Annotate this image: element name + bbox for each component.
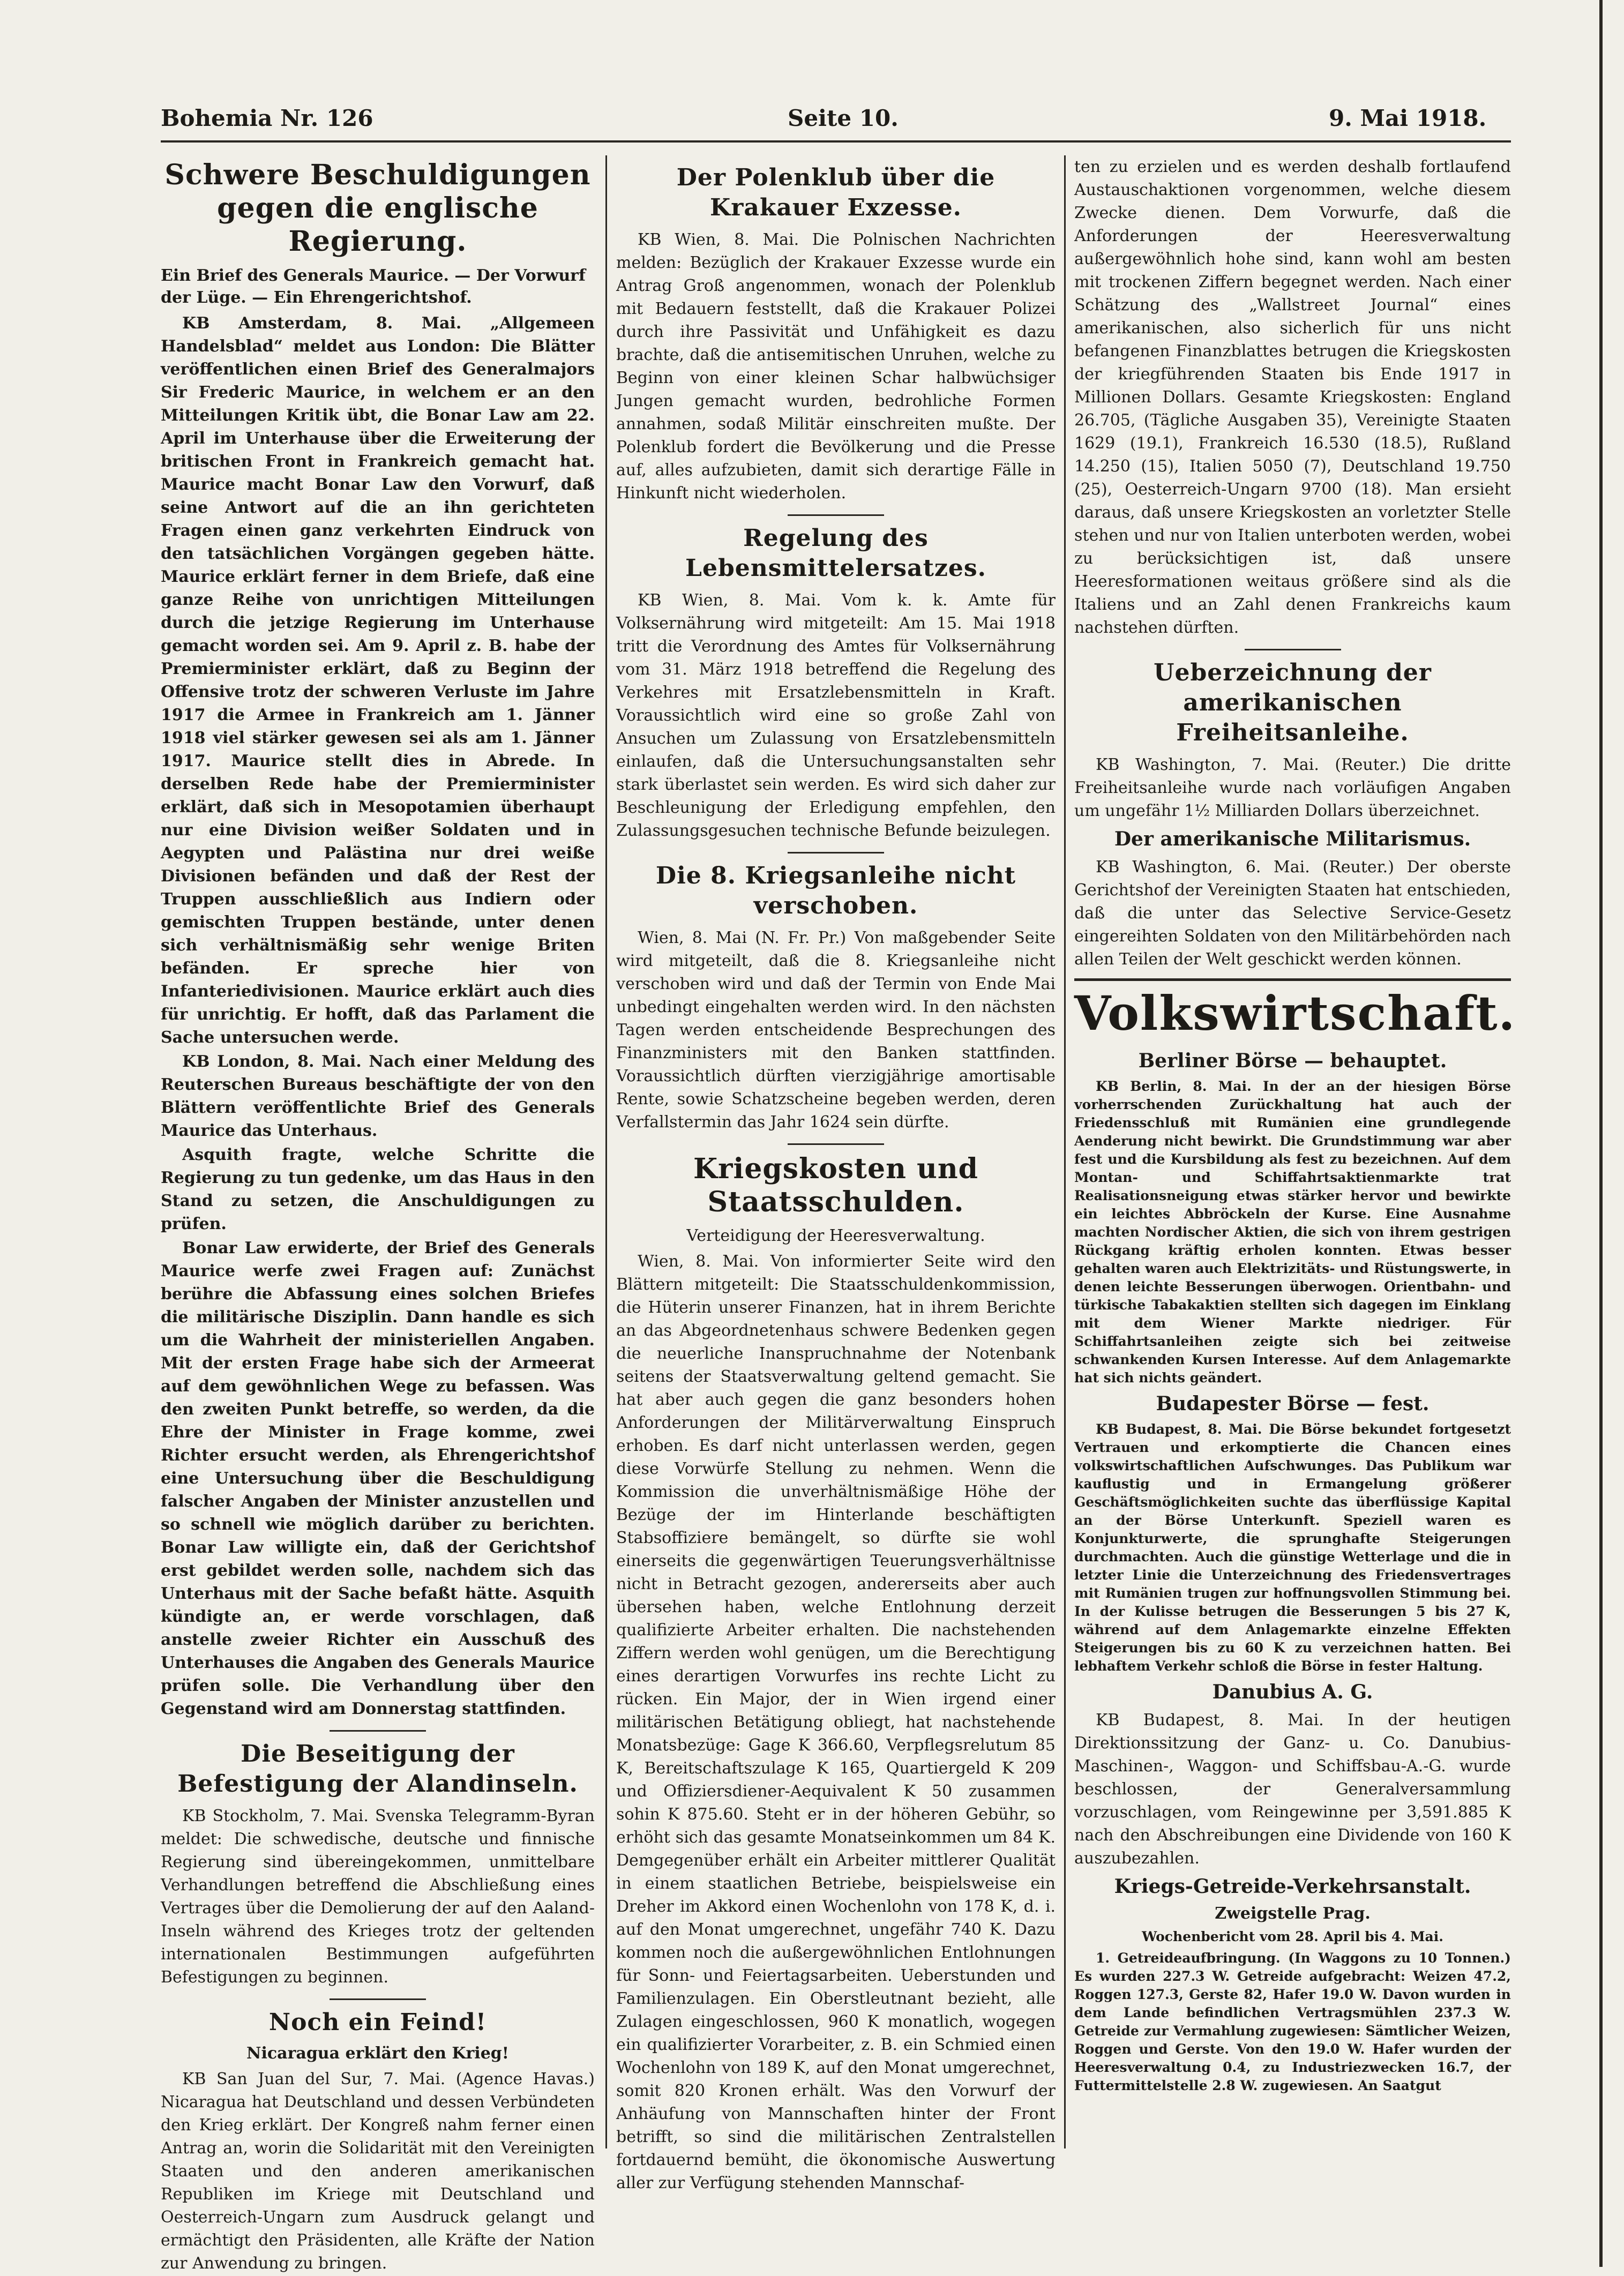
paragraph: KB Wien, 8. Mai. Die Polnischen Nachrichten melden: Bezüglich der Krakauer Exzesse wurde ein Antrag Groß angenommen, wonach der Polenklub mit Bedauern feststellt, daß die Krakauer Polizei durch ihre Passivität und Unfähigkeit es dazu brachte, daß die antisemitischen Unruhen, welche zu Beginn von einer kleinen Schar halbwüchsiger Jungen gemacht wurden, bedrohliche Formen annahmen, sodaß Militär einschreiten mußte. Der Polenklub fordert die Bevölkerung und die Presse auf, alles aufzubieten, damit sich derartige Fälle in Hinkunft nicht wiederholen. xyxy=(616,230,1056,503)
column-1 xyxy=(161,155,595,2276)
headline-polenklub: Der Polenklub über die Krakauer Exzesse. xyxy=(676,164,996,221)
paragraph: 1. Getreideaufbringung. (In Waggons zu 10 Tonnen.) Es wurden 227.3 W. Getreide aufgebracht: Weizen 47.2, Roggen 127.3, Gerste 82, Hafer 19.0 W. Davon wurden in dem Lande befindlichen Vertragsmühlen 237.3 W. Getreide zur Vermahlung zugewiesen: Sämtlicher Weizen, Roggen und Gerste. Von den 19.0 W. Hafer wurden der Heeresverwaltung 0.4, zu Industriezwecken 16.7, der Futtermittelstelle 2.8 W. zugewiesen. An Saatgut xyxy=(1074,1950,1511,2093)
headline-militarismus: Der amerikanische Militarismus. xyxy=(1114,828,1471,850)
header-center: Seite 10. xyxy=(788,105,899,131)
headline-lebensmittelersatz: Regelung des Lebensmittelersatzes. xyxy=(685,525,986,582)
dek-maurice: Ein Brief des Generals Maurice. — Der Vorwurf der Lüge. — Ein Ehrengerichtshof. xyxy=(161,266,586,307)
separator xyxy=(1245,649,1341,650)
header-rule xyxy=(161,140,1511,143)
paragraph-continued: ten zu erzielen und es werden deshalb fortlaufend Austauschaktionen vorgenommen, welche diesem Zwecke dienen. Dem Vorwurfe, daß die Anforderungen der Heeresverwaltung außergewöhnlich hohe sind, kann wohl am besten mit trockenen Ziffern begegnet werden. Nach einer Schätzung des „Wallstreet Journal“ eines amerikanischen, also sicherlich für uns nicht befangenen Finanzblattes betrugen die Kriegskosten der kriegführenden Staaten bis Ende 1917 in Millionen Dollars. Gesamte Kriegskosten: England 26.705, (Tägliche Ausgaben 35), Vereinigte Staaten 1629 (19.1), Frankreich 16.530 (18.5), Rußland 14.250 (15), Italien 5050 (7), Deutschland 19.750 (25), Oesterreich-Ungarn 9700 (18). Man ersieht daraus, daß unsere Kriegskosten an vorletzter Stelle stehen und nur von Italien unterboten werden, wobei zu berücksichtigen ist, daß unsere Heeresformationen weitaus größere sind als die Italiens und an Zahl denen Frankreichs kaum nachstehen dürften. xyxy=(1074,158,1511,637)
page-edge xyxy=(1599,0,1603,2267)
headline-alandinseln: Die Beseitigung der Befestigung der Alandinseln. xyxy=(177,1740,578,1798)
separator xyxy=(330,1730,426,1732)
paragraph: KB Wien, 8. Mai. Vom k. k. Amte für Volksernährung wird mitgeteilt: Am 15. Mai 1918 tritt die Verordnung des Amtes für Volksernährung vom 31. März 1918 betreffend die Regelung des Verkehres mit Ersatzlebensmitteln in Kraft. Voraussichtlich wird eine so große Zahl von Ansuchen um Zulassung von Ersatzlebensmitteln einlaufen, daß die Untersuchungsanstalten sehr stark überlastet sein werden. Es wird sich daher zur Beschleunigung der Erledigung empfehlen, den Zulassungsgesuchen technische Befunde beizulegen. xyxy=(616,591,1056,840)
paragraph: KB London, 8. Mai. Nach einer Meldung des Reuterschen Bureaus beschäftigte der von den Blättern veröffentlichte Brief des Generals Maurice das Unterhaus. xyxy=(161,1052,595,1140)
paragraph: KB Budapest, 8. Mai. Die Börse bekundet fortgesetzt Vertrauen und erkomptierte die Chancen eines volkswirtschaftlichen Aufschwunges. Das Publikum war kauflustig und in Ermangelung größerer Geschäftsmöglichkeiten suchte das überflüssige Kapital an der Börse Unterkunft. Speziell waren es Konjunkturwerte, die sprunghafte Steigerungen durchmachten. Auch die günstige Wetterlage und die in letzter Linie die Unterzeichnung des Friedensvertrages mit Rumänien trugen zur hoffnungsvollen Stimmung bei. In der Kulisse betrugen die Besserungen 5 bis 27 K, während auf dem Anlagemarkte einzelne Effekten Steigerungen bis zu 60 K zu verzeichnen hatten. Bei lebhaftem Verkehr schloß die Börse in fester Haltung. xyxy=(1074,1421,1511,1674)
column-divider-2 xyxy=(1064,155,1066,2148)
subheadline-heeresverwaltung: Verteidigung der Heeresverwaltung. xyxy=(686,1226,985,1245)
separator xyxy=(788,1143,884,1145)
separator xyxy=(788,852,884,854)
headline-noch-ein-feind: Noch ein Feind! xyxy=(268,2009,487,2036)
paragraph: Asquith fragte, welche Schritte die Regierung zu tun gedenke, um das Haus in den Stand zu setzen, die Anschuldigungen zu prüfen. xyxy=(161,1146,595,1233)
subheadline-wochenbericht: Wochenbericht vom 28. April bis 4. Mai. xyxy=(1142,1929,1443,1944)
headline-kriegs-getreide: Kriegs-Getreide-Verkehrsanstalt. xyxy=(1114,1875,1471,1898)
header-right: 9. Mai 1918. xyxy=(1329,105,1487,131)
column-divider-1 xyxy=(605,155,607,2148)
paragraph: KB Berlin, 8. Mai. In der an der hiesigen Börse vorherrschenden Zurückhaltung hat auch der Friedensschluß mit Rumänien eine grundlegende Aenderung nicht bewirkt. Die Grundstimmung war aber fest und die Kursbildung als fest zu bezeichnen. Auf dem Montan- und Schiffahrtsaktienmarkte trat Realisationsneigung etwas stärker hervor und bewirkte ein leichtes Abbröckeln der Kurse. Eine Ausnahme machten Nordischer Aktien, die sich von ihrem gestrigen Rückgang kräftig erholen konnten. Etwas besser gehalten waren auch Elektrizitäts- und Rüstungswerte, in denen leichte Besserungen überwogen. Orientbahn- und türkische Tabakaktien stellten sich dagegen im Einklang mit dem Wiener Markte niedriger. Für Schiffahrtsanleihen zeigte sich bei zeitweise schwankenden Kursen Interesse. Auf dem Anlagemarkte hat sich nichts geändert. xyxy=(1074,1079,1511,1386)
headline-freiheitsanleihe: Ueberzeichnung der amerikanischen Freiheitsanleihe. xyxy=(1154,659,1432,746)
section-rule xyxy=(1074,978,1511,981)
paragraph: KB Amsterdam, 8. Mai. „Allgemeen Handelsblad“ meldet aus London: Die Blätter veröffentlichen einen Brief des Generalmajors Sir Frederic Maurice, in welchem er an den Mitteilungen Kritik übt, die Bonar Law am 22. April im Unterhause über die Erweiterung der britischen Front in Frankreich gemacht hat. Maurice macht Bonar Law den Vorwurf, daß seine Antwort auf die an ihn gerichteten Fragen einen ganz verkehrten Eindruck von den tatsächlichen Vorgängen gegeben hätte. Maurice erklärt ferner in dem Briefe, daß eine ganze Reihe von unrichtigen Mitteilungen durch die jetzige Regierung im Unterhause gemacht worden sei. Am 9. April z. B. habe der Premierminister erklärt, daß zu Beginn der Offensive trotz der schweren Verluste im Jahre 1917 die Armee in Frankreich am 1. Jänner 1918 viel stärker gewesen sei als am 1. Jänner 1917. Maurice stellt dies in Abrede. In derselben Rede habe der Premierminister erklärt, daß sich in Mesopotamien überhaupt nur eine Division weißer Soldaten und in Aegypten und Palästina nur drei weiße Divisionen befänden und daß der Rest der Truppen ausschließlich aus Indiern oder gemischten Truppen bestände, unter denen sich verhältnismäßig sehr wenige Briten befänden. Er spreche hier von Infanteriedivisionen. Maurice erklärt auch dies für unrichtig. Er hofft, daß das Parlament die Sache untersuchen werde. xyxy=(161,314,595,1047)
headline-berliner-boerse: Berliner Börse — behauptet. xyxy=(1138,1050,1447,1072)
separator xyxy=(788,514,884,516)
headline-budapester-boerse: Budapester Börse — fest. xyxy=(1156,1392,1430,1415)
paragraph: Wien, 8. Mai. Von informierter Seite wird den Blättern mitgeteilt: Die Staatsschuldenkommission, die Hüterin unserer Finanzen, hat in ihrem Berichte an das Abgeordnetenhaus schwere Bedenken gegen die neuerliche Inanspruchnahme der Notenbank seitens der Staatsverwaltung geltend gemacht. Sie hat aber auch gegen die ganz besonders hohen Anforderungen der Militärverwaltung Einspruch erhoben. Es darf nicht unterlassen werden, gegen diese Vorwürfe Stellung zu nehmen. Wenn die Kommission die unverhältnismäßige Höhe der Bezüge der im Hinterlande beschäftigten Stabsoffiziere bemängelt, so dürfte sie wohl einerseits die gegenwärtigen Teuerungsverhältnisse nicht in Betracht gezogen, andererseits aber auch übersehen haben, welche Entlohnung derzeit qualifizierte Arbeiter erhalten. Die nachstehenden Ziffern werden wohl genügen, um die Berechtigung eines derartigen Vorwurfes ins rechte Licht zu rücken. Ein Major, der in Wien irgend einer militärischen Betätigung obliegt, hat nachstehende Monatsbezüge: Gage K 366.60, Verpflegsrelutum 85 K, Bereitschaftszulage K 165, Quartiergeld K 209 und Offiziersdiener-Aequivalent K 50 zusammen sohin K 875.60. Steht er in der höheren Gebühr, so erhöht sich das gesamte Monatseinkommen um 84 K. Demgegenüber erhält ein Arbeiter mittlerer Qualität in einem staatlichen Betriebe, beispielsweise ein Dreher im Akkord einen Wochenlohn von 178 K, d. i. auf den Monat umgerechnet, ungefähr 740 K. Dazu kommen noch die außergewöhnlichen Entlohnungen für Sonn- und Feiertagsarbeiten. Ueberstunden und Familienzulagen. Ein Oberstleutnant bezieht, alle Zulagen eingeschlossen, 960 K monatlich, wogegen ein qualifizierter Vorarbeiter, z. B. ein Schmied einen Wochenlohn von 189 K, auf den Monat umgerechnet, somit 820 Kronen erhält. Was den Vorwurf der Anhäufung von Mannschaften hinter der Front betrifft, so sind die militärischen Zentralstellen fortdauernd bemüht, die ökonomische Auswertung aller zur Verfügung stehenden Mannschaf- xyxy=(616,1252,1056,2192)
header-left: Bohemia Nr. 126 xyxy=(161,105,373,131)
headline-danubius: Danubius A. G. xyxy=(1212,1681,1373,1703)
separator xyxy=(330,1998,426,2000)
paragraph: KB Washington, 7. Mai. (Reuter.) Die dritte Freiheitsanleihe wurde nach vorläufigen Angaben um ungefähr 1½ Milliarden Dollars überzeichnet. xyxy=(1074,755,1511,820)
paragraph: Wien, 8. Mai (N. Fr. Pr.) Von maßgebender Seite wird mitgeteilt, daß die 8. Kriegsanleihe nicht verschoben wird und daß der Termin von Ende Mai unbedingt eingehalten werden wird. In den nächsten Tagen werden entscheidende Besprechungen des Finanzministers mit den Banken stattfinden. Voraussichtlich dürften vierzigjährige amortisable Rente, sowie Schatzscheine begeben werden, deren Verfallstermin das Jahr 1624 sein dürfte. xyxy=(616,929,1056,1132)
subheadline-zweigstelle: Zweigstelle Prag. xyxy=(1215,1904,1371,1923)
headline-schwere-beschuldigungen: Schwere Beschuldigungen gegen die englische Regierung. xyxy=(164,159,591,258)
paragraph: Bonar Law erwiderte, der Brief des Generals Maurice werfe zwei Fragen auf: Zunächst berühre die Abfassung eines solchen Briefes die militärische Disziplin. Dann handle es sich um die Wahrheit der ministeriellen Angaben. Mit der ersten Frage habe sich der Armeerat auf dem gewöhnlichen Wege zu befassen. Was den zweiten Punkt betreffe, so werden, da die Ehre der Minister in Frage komme, zwei Richter ersucht werden, als Ehrengerichtshof eine Untersuchung über die Beschuldigung falscher Angaben der Minister anzustellen und so schnell wie möglich darüber zu berichten. Bonar Law willigte ein, daß der Gerichtshof erst gebildet werden solle, nachdem sich das Unterhaus mit der Sache befaßt hätte. Asquith kündigte an, er werde vorschlagen, daß anstelle zweier Richter ein Ausschuß des Unterhauses die Angaben des Generals Maurice prüfen solle. Die Verhandlung über den Gegenstand wird am Donnerstag stattfinden. xyxy=(161,1239,595,1718)
column-3 xyxy=(1074,155,1516,2096)
paragraph: KB Washington, 6. Mai. (Reuter.) Der oberste Gerichtshof der Vereinigten Staaten hat entschieden, daß die unter das Selective Service-Gesetz eingereihten Soldaten von den Militärbehörden nach allen Teilen der Welt geschickt werden können. xyxy=(1074,858,1511,969)
column-2 xyxy=(616,155,1056,2196)
headline-kriegskosten: Kriegskosten und Staatsschulden. xyxy=(693,1152,979,1218)
headline-kriegsanleihe: Die 8. Kriegsanleihe nicht verschoben. xyxy=(655,862,1016,919)
paragraph: KB San Juan del Sur, 7. Mai. (Agence Havas.) Nicaragua hat Deutschland und dessen Verbündeten den Krieg erklärt. Der Kongreß nahm ferner einen Antrag an, worin die Solidarität mit den Vereinigten Staaten und den anderen amerikanischen Republiken im Kriege mit Deutschland und Oesterreich-Ungarn zum Ausdruck gelangt und ermächtigt den Präsidenten, alle Kräfte der Nation zur Anwendung zu bringen. xyxy=(161,2070,595,2273)
paragraph: KB Budapest, 8. Mai. In der heutigen Direktionssitzung der Ganz- u. Co. Danubius-Maschinen-, Waggon- und Schiffsbau-A.-G. wurde beschlossen, der Generalversammlung vorzuschlagen, vom Reingewinne per 3,591.885 K nach den Abschreibungen eine Dividende von 160 K auszubezahlen. xyxy=(1074,1711,1511,1868)
section-title-volkswirtschaft: Volkswirtschaft. xyxy=(1074,985,1516,1041)
paragraph: KB Stockholm, 7. Mai. Svenska Telegramm-Byran meldet: Die schwedische, deutsche und finnische Regierung sind übereingekommen, unmittelbare Verhandlungen betreffend die Abschließung eines Vertrages über die Demolierung der auf den Aaland-Inseln während des Krieges trotz der geltenden internationalen Bestimmungen aufgeführten Befestigungen zu beginnen. xyxy=(161,1807,595,1987)
subheadline-nicaragua: Nicaragua erklärt den Krieg! xyxy=(246,2044,509,2063)
